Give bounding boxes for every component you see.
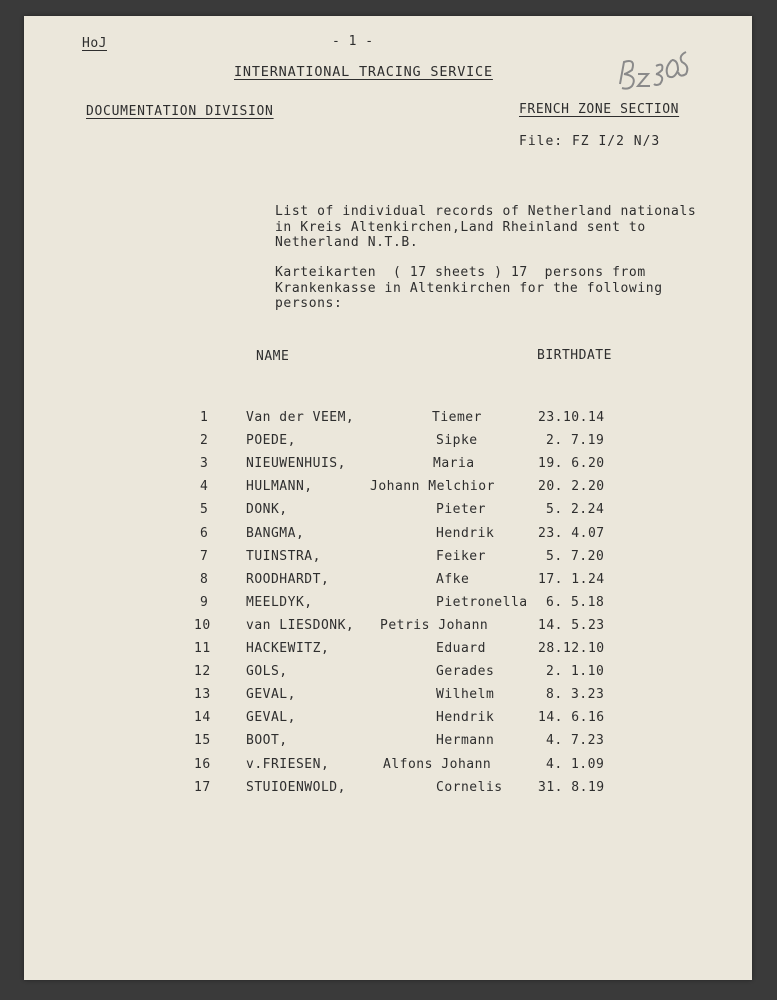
row-number: 12	[194, 664, 211, 680]
given-name: Cornelis	[436, 779, 503, 795]
row-number: 2	[200, 433, 209, 449]
given-name: Maria	[433, 456, 475, 472]
surname: MEELDYK,	[246, 594, 313, 610]
surname: GOLS,	[246, 664, 288, 680]
given-name: Alfons Johann	[383, 756, 492, 772]
given-name: Afke	[436, 571, 470, 587]
surname: POEDE,	[246, 433, 296, 449]
given-name: Eduard	[436, 641, 486, 656]
birthdate: 20. 2.20	[538, 479, 605, 495]
birthdate: 17. 1.24	[538, 571, 605, 587]
given-name: Petris Johann	[380, 617, 489, 633]
birthdate: 8. 3.23	[546, 687, 605, 703]
intro-line-6: persons:	[275, 296, 343, 311]
surname: DONK,	[246, 502, 288, 518]
surname: HACKEWITZ,	[246, 641, 330, 656]
row-number: 15	[194, 733, 211, 749]
surname: HULMANN,	[246, 479, 313, 495]
surname: NIEUWENHUIS,	[246, 456, 346, 472]
birthdate: 6. 5.18	[546, 594, 605, 610]
file-reference: File: FZ I/2 N/3	[519, 134, 661, 149]
document-title: INTERNATIONAL TRACING SERVICE	[234, 64, 493, 80]
birthdate: 4. 7.23	[546, 733, 605, 749]
given-name: Johann Melchior	[370, 479, 495, 495]
row-number: 16	[194, 756, 211, 772]
birthdate: 28.12.10	[538, 641, 605, 656]
column-header-name: NAME	[256, 349, 290, 364]
reference-code: HoJ	[82, 36, 107, 51]
given-name: Hendrik	[436, 710, 495, 726]
row-number: 4	[200, 479, 209, 495]
document-page	[24, 16, 752, 980]
row-number: 11	[194, 641, 211, 656]
column-header-birthdate: BIRTHDATE	[537, 348, 612, 363]
birthdate: 5. 7.20	[546, 548, 605, 564]
birthdate: 23.10.14	[538, 410, 605, 425]
row-number: 7	[200, 548, 209, 564]
intro-line-1: List of individual records of Netherland nationals	[275, 204, 697, 219]
birthdate: 14. 5.23	[538, 617, 605, 633]
row-number: 3	[200, 456, 209, 472]
surname: STUIOENWOLD,	[246, 779, 346, 795]
surname: TUINSTRA,	[246, 548, 321, 564]
row-number: 9	[200, 594, 209, 610]
row-number: 14	[194, 710, 211, 726]
given-name: Feiker	[436, 548, 486, 564]
birthdate: 2. 1.10	[546, 664, 605, 680]
surname: GEVAL,	[246, 687, 296, 703]
row-number: 1	[200, 410, 209, 425]
birthdate: 5. 2.24	[546, 502, 605, 518]
given-name: Hermann	[436, 733, 495, 749]
given-name: Sipke	[436, 433, 478, 449]
birthdate: 2. 7.19	[546, 433, 605, 449]
handwritten-pencil-note	[616, 44, 706, 104]
given-name: Hendrik	[436, 525, 495, 541]
birthdate: 4. 1.09	[546, 756, 605, 772]
surname: BOOT,	[246, 733, 288, 749]
surname: van LIESDONK,	[246, 617, 355, 633]
intro-line-4: Karteikarten ( 17 sheets ) 17 persons from	[275, 265, 646, 280]
given-name: Tiemer	[432, 410, 482, 425]
given-name: Wilhelm	[436, 687, 495, 703]
birthdate: 23. 4.07	[538, 525, 605, 541]
section-label: FRENCH ZONE SECTION	[519, 102, 680, 117]
given-name: Gerades	[436, 664, 495, 680]
surname: GEVAL,	[246, 710, 296, 726]
intro-line-3: Netherland N.T.B.	[275, 235, 419, 250]
given-name: Pieter	[436, 502, 486, 518]
row-number: 8	[200, 571, 209, 587]
row-number: 5	[200, 502, 209, 518]
intro-line-5: Krankenkasse in Altenkirchen for the following	[275, 280, 663, 296]
birthdate: 31. 8.19	[538, 779, 605, 795]
surname: BANGMA,	[246, 525, 305, 541]
given-name: Pietronella	[436, 594, 528, 610]
birthdate: 14. 6.16	[538, 710, 605, 726]
birthdate: 19. 6.20	[538, 456, 605, 472]
row-number: 6	[200, 525, 209, 541]
surname: ROODHARDT,	[246, 571, 330, 587]
intro-line-2: in Kreis Altenkirchen,Land Rheinland sent to	[275, 219, 646, 235]
surname: v.FRIESEN,	[246, 756, 330, 772]
row-number: 10	[194, 617, 211, 633]
surname: Van der VEEM,	[246, 410, 355, 425]
division-label: DOCUMENTATION DIVISION	[86, 104, 274, 119]
page-number: - 1 -	[332, 34, 374, 49]
row-number: 13	[194, 687, 211, 703]
row-number: 17	[194, 779, 211, 795]
